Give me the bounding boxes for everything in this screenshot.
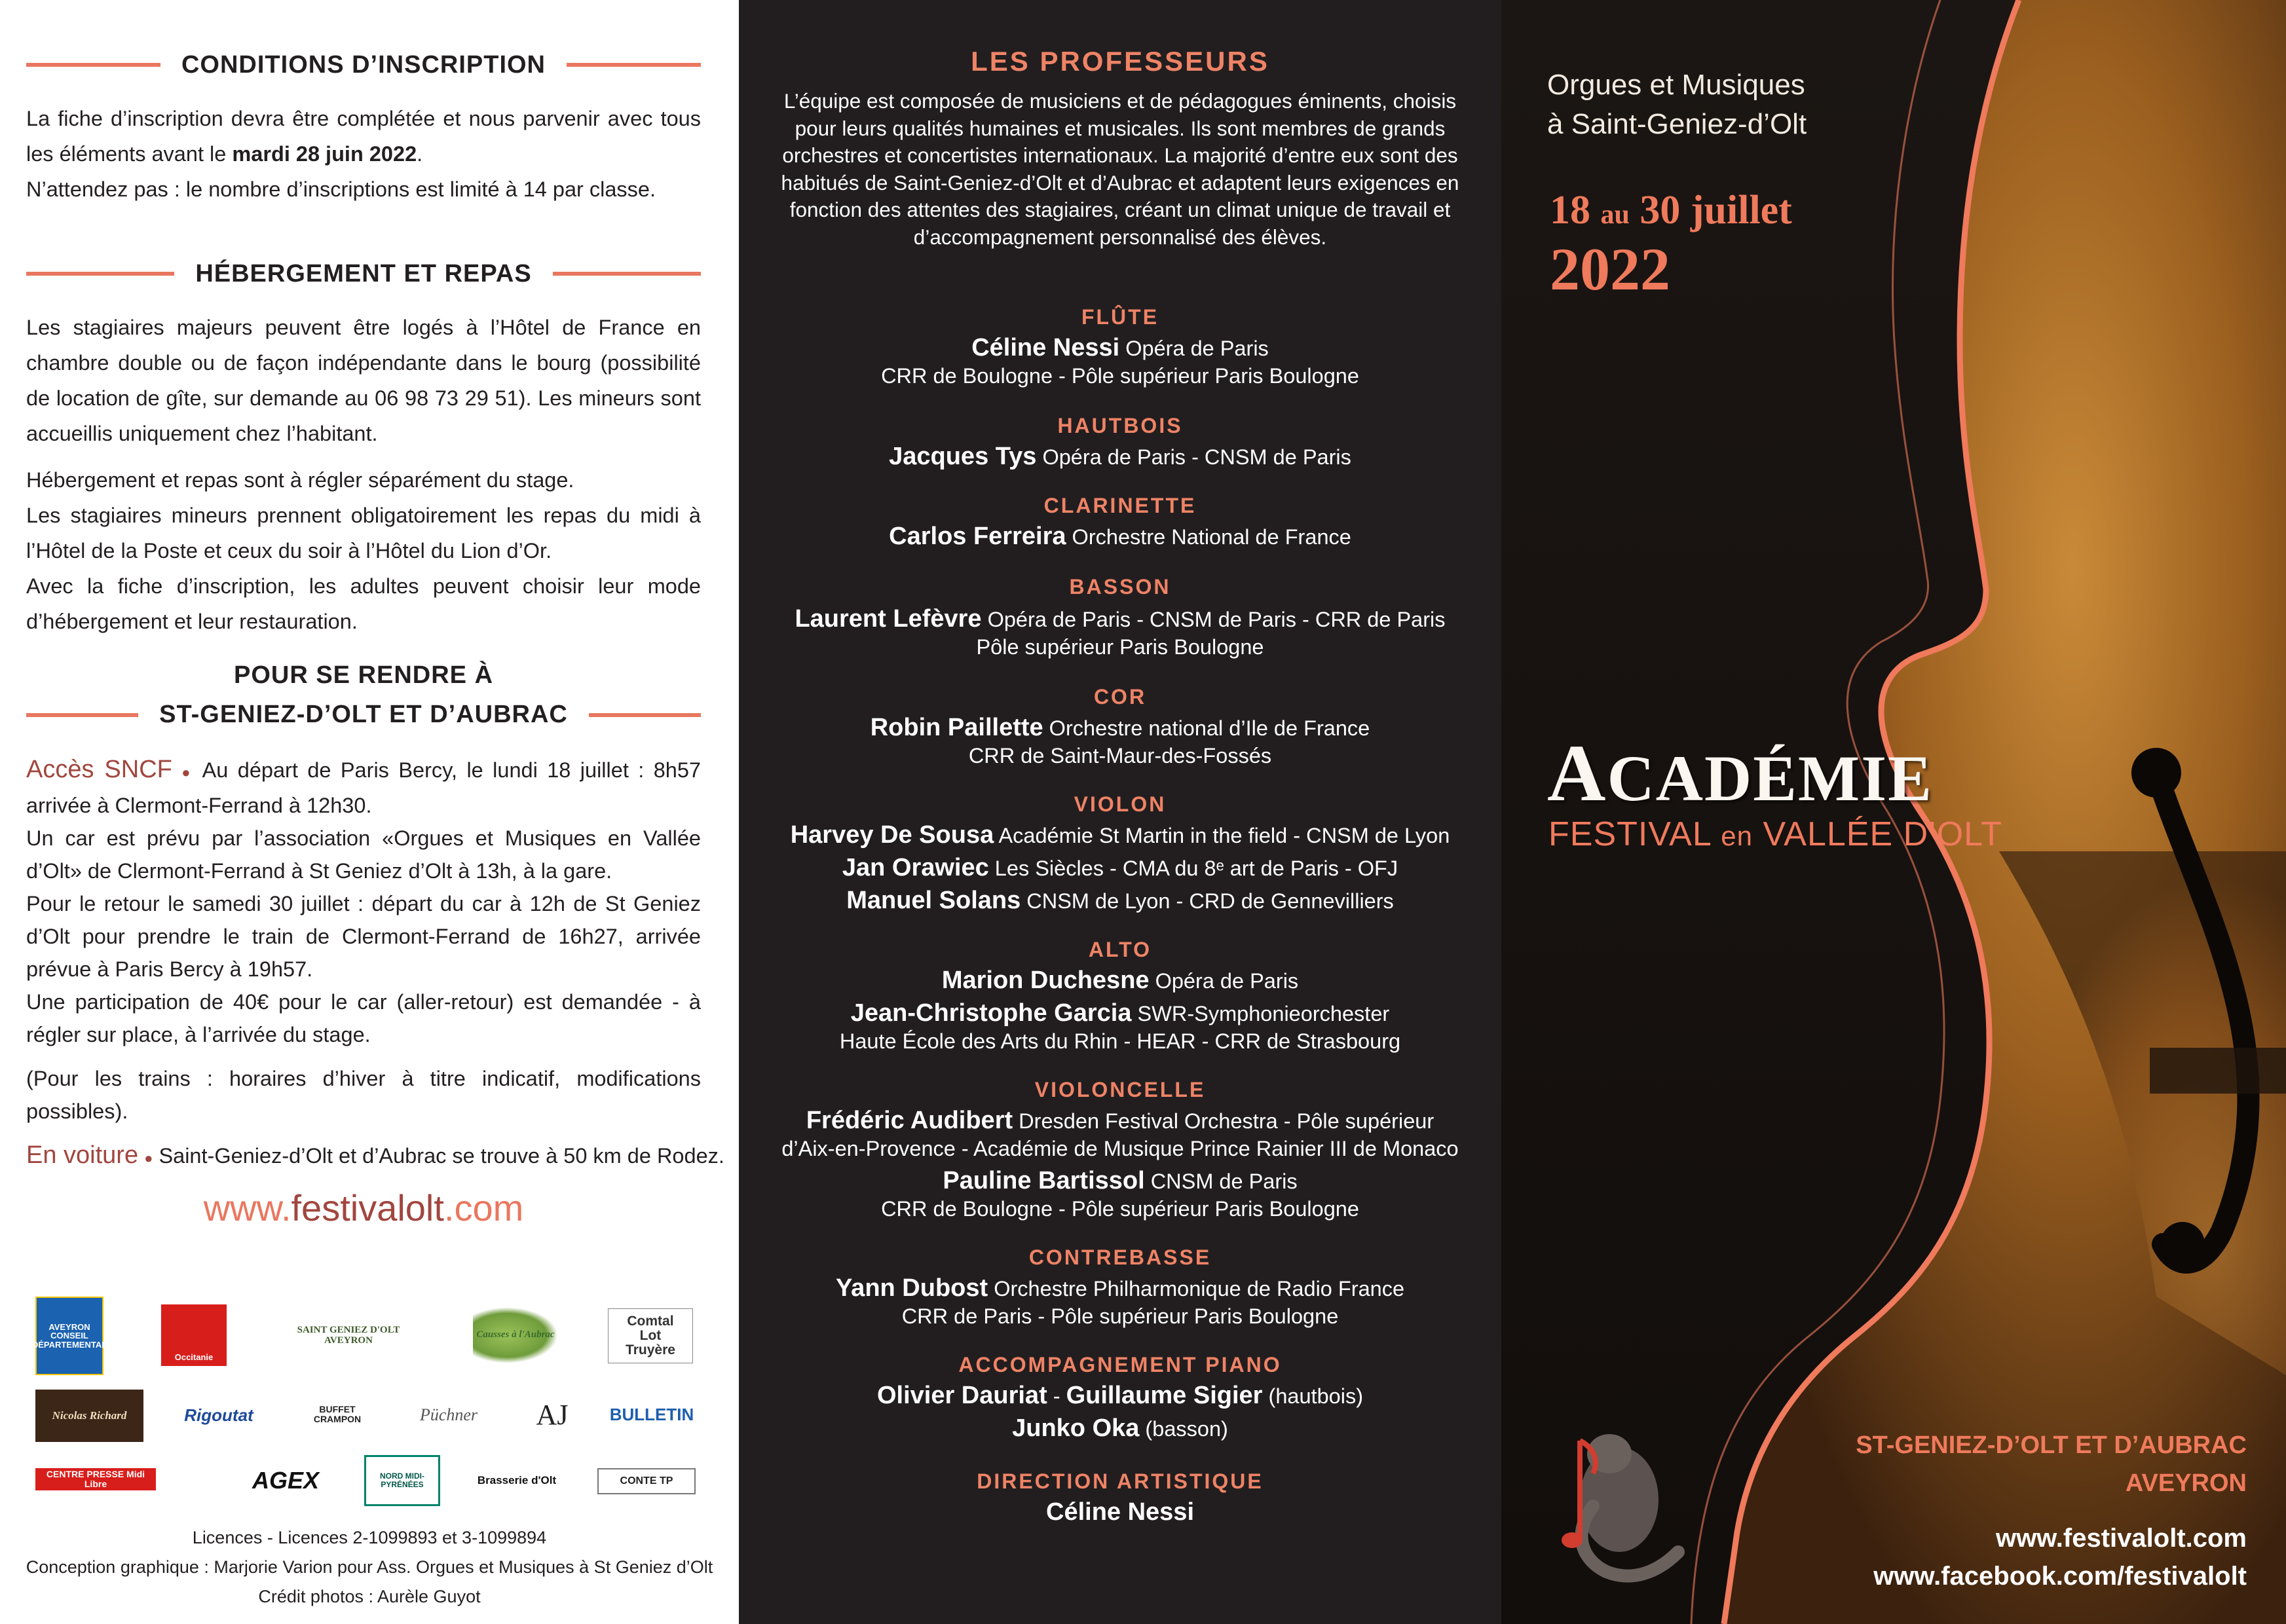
category-alto: ALTO xyxy=(1088,938,1152,961)
nicolas-richard-logo: Nicolas Richard xyxy=(35,1390,143,1442)
web-links xyxy=(1873,1519,2247,1595)
teacher-line xyxy=(739,887,1501,915)
deadline-date: mardi 28 juin 2022 xyxy=(232,142,417,166)
category-hautbois: HAUTBOIS xyxy=(1057,414,1183,437)
teacher-line xyxy=(739,999,1501,1027)
academie-title xyxy=(1547,727,1933,820)
teacher-affiliation-line: CRR de Boulogne - Pôle supérieur Paris Boulogne xyxy=(881,364,1359,388)
teacher-affiliation: CNSM de Paris xyxy=(1144,1170,1298,1193)
hebergement-p2: Hébergement et repas sont à régler séparément du stage. xyxy=(26,468,574,492)
location-town: ST-GENIEZ-D’OLT ET D’AUBRAC xyxy=(1856,1431,2247,1459)
comtal-lot-truyere-logo: Comtal Lot Truyère xyxy=(608,1308,693,1363)
teacher-line xyxy=(739,443,1501,471)
rendre-heading xyxy=(26,661,701,740)
rendre-p3: Pour le retour le samedi 30 juillet : départ du car à 12h de St Geniez d’Olt pour prendre le train de Clermont-Ferrand de 16h27, arrivée prévue à Paris Bercy à 19h57. xyxy=(26,892,701,981)
licences: Licences - Licences 2-1099893 et 3-1099894 xyxy=(192,1528,547,1547)
teacher-name: Jacques Tys xyxy=(889,443,1037,470)
hebergement-p4: Avec la fiche d’inscription, les adultes peuvent choisir leur mode d’hébergement et leur restauration. xyxy=(26,574,701,633)
teacher-name: Junko Oka xyxy=(1012,1414,1140,1442)
occitanie-logo: Occitanie xyxy=(161,1304,227,1366)
professors-intro: L’équipe est composée de musiciens et de pédagogues éminents, choisis pour leurs qualités humaines et musicales. Ils sont membres de grands orchestres et concertistes internationaux. La majorité d’entre eux sont des habitués de Saint-Geniez-d’Olt et d’Aubrac et adaptent leurs exigences en fonction des attentes des stagiaires, créant un climat unique de travail et d’accompagnement personnalisé des élèves. xyxy=(781,89,1459,249)
voiture-paragraph xyxy=(26,1139,724,1175)
category-violoncelle: VIOLONCELLE xyxy=(1034,1078,1206,1101)
date-au: au xyxy=(1600,200,1630,230)
teacher-name: Carlos Ferreira xyxy=(889,523,1066,550)
category-clarinette: CLARINETTE xyxy=(1043,494,1197,517)
hebergement-heading xyxy=(26,257,701,290)
teacher-name: Céline Nessi xyxy=(971,334,1120,361)
teacher-line xyxy=(739,714,1501,742)
academie-initial: A xyxy=(1547,728,1607,818)
teacher-line xyxy=(739,1274,1501,1302)
professors-panel xyxy=(739,0,1501,1624)
conditions-limit: N’attendez pas : le nombre d’inscriptions est limité à 14 par classe. xyxy=(26,177,656,201)
rendre-title-line1: POUR SE RENDRE À xyxy=(233,661,494,689)
centre-presse-logo: CENTRE PRESSE Midi Libre xyxy=(35,1468,156,1490)
teacher-line xyxy=(739,967,1501,995)
voiture-text: Saint-Geniez-d’Olt et d’Aubrac se trouve à 50 km de Rodez. xyxy=(153,1144,724,1168)
aj-logo: AJ xyxy=(536,1398,569,1431)
teacher-affiliation-line: CRR de Paris - Pôle supérieur Paris Boulogne xyxy=(901,1304,1339,1328)
teacher-affiliation: Opéra de Paris - CNSM de Paris - CRR de Paris xyxy=(981,608,1446,631)
teacher-line xyxy=(739,821,1501,849)
teacher-affiliation-line: CRR de Boulogne - Pôle supérieur Paris Boulogne xyxy=(881,1197,1359,1221)
conditions-title: CONDITIONS D’INSCRIPTION xyxy=(181,50,546,79)
hebergement-title: HÉBERGEMENT ET REPAS xyxy=(195,259,532,287)
bullet-icon: ● xyxy=(144,1150,153,1166)
teacher-affiliation: (basson) xyxy=(1139,1417,1228,1441)
teacher-affiliation-line: Haute École des Arts du Rhin - HEAR - CRR de Strasbourg xyxy=(839,1029,1401,1053)
category-direction: DIRECTION ARTISTIQUE xyxy=(977,1469,1264,1493)
festival-word: FESTIVAL xyxy=(1548,815,1721,853)
date-start: 18 xyxy=(1550,188,1601,232)
teacher-line xyxy=(739,1382,1501,1410)
cover-panel xyxy=(1501,0,2286,1624)
teacher-affiliation: Académie St Martin in the field - CNSM de Lyon xyxy=(994,824,1450,847)
date-range xyxy=(1550,188,1792,232)
hebergement-text xyxy=(26,310,701,639)
teacher-affiliation: Orchestre national d’Ile de France xyxy=(1043,716,1370,740)
location-region: AVEYRON xyxy=(2125,1469,2247,1497)
festival-year: 2022 xyxy=(1550,236,1670,303)
hebergement-p1: Les stagiaires majeurs peuvent être logés à l’Hôtel de France en chambre double ou de façon indépendante dans le bourg (possibilité de location de gîte, sur demande au 06 98 73 29 51). Les mineurs sont accueillis uniquement chez l’habitant. xyxy=(26,316,701,445)
teacher-name: Robin Paillette xyxy=(870,714,1043,741)
brasserie-olt-logo: Brasserie d'Olt xyxy=(477,1474,557,1487)
rendre-title-line2: ST-GENIEZ-D’OLT ET D’AUBRAC xyxy=(159,701,568,728)
teacher-name: Jan Orawiec xyxy=(842,854,989,881)
rendre-title-row xyxy=(26,701,701,729)
category-piano: ACCOMPAGNEMENT PIANO xyxy=(958,1353,1282,1376)
credits xyxy=(0,1523,739,1612)
teacher-name: Manuel Solans xyxy=(846,887,1021,914)
teacher-affiliation: Dresden Festival Orchestra - Pôle supérieur xyxy=(1013,1109,1434,1133)
teacher-affiliation-line: CRR de Saint-Maur-des-Fossés xyxy=(968,744,1272,767)
teacher-line xyxy=(739,1498,1501,1526)
website-link[interactable] xyxy=(26,1187,701,1229)
teacher-name: Marion Duchesne xyxy=(941,967,1150,994)
buffet-crampon-logo: BUFFET CRAMPON xyxy=(313,1404,362,1424)
teacher-name: Olivier Dauriat xyxy=(876,1382,1047,1409)
rendre-p4: Une participation de 40€ pour le car (aller-retour) est demandée - à régler sur place, à l’arrivée du stage. xyxy=(26,990,701,1046)
category-contrebasse: CONTREBASSE xyxy=(1028,1246,1212,1269)
teacher-affiliation: Opéra de Paris xyxy=(1149,969,1299,993)
agex-logo: AGEX xyxy=(252,1467,320,1494)
date-end: 30 juillet xyxy=(1629,188,1792,232)
puchner-logo: Püchner xyxy=(419,1405,478,1425)
teacher-line xyxy=(739,854,1501,882)
website-domain: festivalolt xyxy=(291,1187,444,1228)
teacher-affiliation: Les Siècles - CMA du 8ᵉ art de Paris - OFJ xyxy=(988,857,1398,880)
category-basson: BASSON xyxy=(1069,575,1171,599)
category-flute: FLÛTE xyxy=(1081,305,1159,329)
teacher-line xyxy=(739,1167,1501,1195)
conditions-text xyxy=(26,101,701,207)
rigoutat-logo: Rigoutat xyxy=(184,1405,253,1426)
photo-credit: Crédit photos : Aurèle Guyot xyxy=(258,1587,481,1606)
teacher-affiliation: Opéra de Paris - CNSM de Paris xyxy=(1036,445,1351,469)
festival-valley: VALLÉE D’OLT xyxy=(1753,815,2003,853)
left-panel xyxy=(0,0,739,1624)
sncf-text: Au départ de Paris Bercy, le lundi 18 juillet : 8h57 arrivée à Clermont-Ferrand à 12h30. xyxy=(26,758,702,817)
teacher-name: Harvey De Sousa xyxy=(790,821,994,849)
causses-aubrac-logo: Causses à l'Aubrac xyxy=(473,1307,558,1363)
festival-name xyxy=(1548,815,2002,854)
teacher-line xyxy=(739,523,1501,551)
teacher-affiliation: Opéra de Paris xyxy=(1119,337,1269,360)
location xyxy=(1856,1426,2247,1502)
separator: - xyxy=(1047,1384,1066,1408)
teacher-name: Frédéric Audibert xyxy=(806,1107,1013,1134)
website-prefix: www. xyxy=(203,1187,291,1228)
teacher-line xyxy=(739,605,1501,633)
teacher-affiliation: (hautbois) xyxy=(1262,1384,1364,1408)
teacher-line xyxy=(739,334,1501,362)
teacher-name: Pauline Bartissol xyxy=(943,1167,1145,1194)
teacher-name: Yann Dubost xyxy=(835,1274,988,1302)
divider xyxy=(26,272,174,276)
sncf-label: Accès SNCF xyxy=(26,756,172,783)
teacher-affiliation: CNSM de Lyon - CRD de Gennevilliers xyxy=(1021,889,1394,913)
teacher-affiliation-line: d’Aix-en-Provence - Académie de Musique Prince Rainier III de Monaco xyxy=(781,1137,1459,1160)
teacher-affiliation: Orchestre Philharmonique de Radio France xyxy=(988,1277,1405,1301)
facebook-url[interactable]: www.facebook.com/festivalolt xyxy=(1873,1562,2247,1591)
teacher-line xyxy=(739,1414,1501,1443)
conte-tp-logo: CONTE TP xyxy=(597,1468,696,1494)
conditions-paragraph xyxy=(26,101,701,172)
divider xyxy=(553,272,701,276)
bulletin-logo: BULLETIN xyxy=(609,1405,694,1425)
teacher-affiliation: Orchestre National de France xyxy=(1066,525,1351,549)
teacher-name: Guillaume Sigier xyxy=(1066,1382,1263,1409)
conditions-heading xyxy=(26,48,701,81)
conception: Conception graphique : Marjorie Varion pour Ass. Orgues et Musiques à St Geniez d’Olt xyxy=(26,1557,713,1577)
hebergement-p3: Les stagiaires mineurs prennent obligatoirement les repas du midi à l’Hôtel de la Poste et ceux du soir à l’Hôtel du Lion d’Or. xyxy=(26,504,701,563)
category-violon: VIOLON xyxy=(1074,792,1167,816)
teacher-affiliation-line: Pôle supérieur Paris Boulogne xyxy=(976,635,1264,659)
teacher-affiliation: SWR-Symphonieorchester xyxy=(1131,1002,1390,1025)
festival-en: en xyxy=(1721,821,1753,851)
organizer-line1: Orgues et Musiques xyxy=(1547,69,1805,101)
credit-agricole-logo: NORD MIDI-PYRÉNÉES xyxy=(364,1455,440,1506)
teacher-line xyxy=(739,1107,1501,1135)
divider xyxy=(26,63,160,67)
rendre-p5: (Pour les trains : horaires d’hiver à titre indicatif, modifications possibles). xyxy=(26,1067,701,1123)
website-url[interactable]: www.festivalolt.com xyxy=(1995,1524,2247,1553)
rendre-text xyxy=(26,753,724,1175)
conditions-p1a: La fiche d’inscription devra être complétée et nous parvenir avec tous les éléments avant le xyxy=(26,107,701,166)
divider xyxy=(567,63,701,67)
bullet-icon: ● xyxy=(181,764,194,781)
conditions-p1b: . xyxy=(417,142,423,166)
teacher-name: Céline Nessi xyxy=(1046,1498,1194,1526)
saint-geniez-logo: SAINT GENIEZ D'OLT AVEYRON xyxy=(297,1325,400,1346)
category-cor: COR xyxy=(1093,685,1147,709)
website-suffix: .com xyxy=(443,1187,524,1228)
aveyron-logo: AVEYRON CONSEIL DÉPARTEMENTAL xyxy=(35,1297,103,1375)
teacher-name: Jean-Christophe Garcia xyxy=(850,999,1132,1027)
organizer-line2: à Saint-Geniez-d’Olt xyxy=(1547,108,1807,140)
divider xyxy=(26,713,138,717)
rendre-p2: Un car est prévu par l’association «Orgues et Musiques en Vallée d’Olt» de Clermont-Ferrand à St Geniez d’Olt à 13h, à la gare. xyxy=(26,826,701,883)
voiture-label: En voiture xyxy=(26,1141,139,1169)
professors-title: LES PROFESSEURS xyxy=(971,46,1269,77)
festival-dates xyxy=(1550,187,1792,301)
sncf-paragraph xyxy=(26,753,701,822)
academie-rest: CADÉMIE xyxy=(1607,742,1933,815)
organizer xyxy=(1547,65,1807,144)
teacher-name: Laurent Lefèvre xyxy=(795,605,982,633)
divider xyxy=(589,713,701,717)
